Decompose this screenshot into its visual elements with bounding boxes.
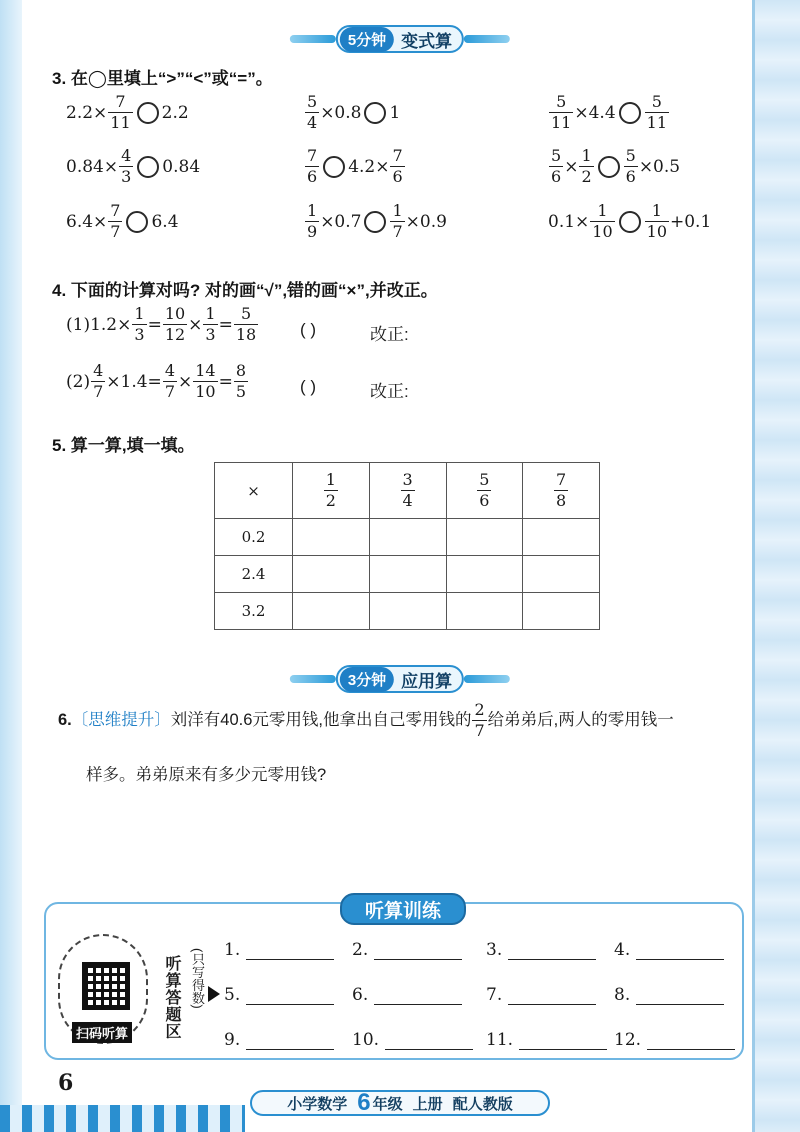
fraction-numerator: 1 xyxy=(581,146,592,165)
expr-text: ×1.4= xyxy=(106,371,162,392)
table-row-header: 3.2 xyxy=(215,593,293,630)
q4-expression xyxy=(66,306,259,343)
fraction xyxy=(305,148,319,185)
q6-text-line2: 样多。弟弟原来有多少元零用钱? xyxy=(86,766,327,784)
table-col-header xyxy=(369,463,446,519)
answer-number: 9. xyxy=(224,1030,241,1050)
answer-number: 10. xyxy=(352,1030,380,1050)
badge-minutes: 3分钟 xyxy=(340,667,394,692)
fraction xyxy=(132,306,146,343)
answer-slot xyxy=(224,985,334,1005)
fraction xyxy=(549,94,573,131)
fraction xyxy=(119,148,133,185)
badge-title: 应用算 xyxy=(401,671,453,691)
table-answer-cell[interactable] xyxy=(293,556,370,593)
answer-blank[interactable] xyxy=(246,989,334,1005)
fraction-denominator: 6 xyxy=(551,167,562,186)
q3-expression xyxy=(304,203,447,240)
fraction-denominator: 7 xyxy=(392,222,403,241)
fraction-numerator: 10 xyxy=(164,304,186,323)
fraction-numerator: 5 xyxy=(625,146,636,165)
q3-expression xyxy=(548,94,670,131)
expr-text: (1)1.2× xyxy=(66,314,132,335)
compare-circle[interactable] xyxy=(598,156,620,178)
q6-text-after: 给弟弟后,两人的零用钱一 xyxy=(487,711,674,730)
q4-title: 4. 下面的计算对吗? 对的画“√”,错的画“×”,并改正。 xyxy=(52,281,438,300)
answer-slot xyxy=(486,940,596,960)
table-answer-cell[interactable] xyxy=(523,556,600,593)
expr-text: 0.84× xyxy=(66,156,119,177)
answer-number: 5. xyxy=(224,985,241,1005)
q3-expression xyxy=(304,148,406,185)
fraction-numerator: 5 xyxy=(479,470,490,489)
table-corner-cell: × xyxy=(215,463,293,519)
fraction-denominator: 10 xyxy=(195,382,216,401)
answer-blank[interactable] xyxy=(374,944,462,960)
fraction-denominator: 6 xyxy=(307,167,318,186)
fraction-denominator: 5 xyxy=(235,382,247,401)
table-col-header xyxy=(293,463,370,519)
fraction-denominator: 2 xyxy=(325,491,336,510)
expr-text: ×4.4 xyxy=(574,102,616,123)
fraction xyxy=(163,306,187,343)
table-col-header xyxy=(523,463,600,519)
fraction-numerator: 1 xyxy=(205,304,216,323)
table-row xyxy=(215,556,600,593)
expr-text: +0.1 xyxy=(670,211,712,232)
footer-volume: 上册 xyxy=(412,1095,443,1113)
fraction xyxy=(91,363,105,400)
fraction xyxy=(305,203,319,240)
compare-circle[interactable] xyxy=(619,102,641,124)
compare-circle[interactable] xyxy=(126,211,148,233)
table-answer-cell[interactable] xyxy=(293,593,370,630)
fraction-denominator: 2 xyxy=(581,167,592,186)
answer-number: 3. xyxy=(486,940,503,960)
fraction-denominator: 7 xyxy=(110,222,121,241)
fraction xyxy=(554,472,568,509)
fraction-denominator: 6 xyxy=(392,167,403,186)
fraction-denominator: 3 xyxy=(134,325,145,344)
answer-number: 7. xyxy=(486,985,503,1005)
answer-slot xyxy=(224,1030,334,1050)
expr-text: ×0.8 xyxy=(320,102,362,123)
listening-title: 听算训练 xyxy=(340,893,466,925)
badge-pill xyxy=(336,665,464,693)
expr-text: 2.2× xyxy=(66,102,108,123)
q4-correction-label: 改正: xyxy=(370,325,409,344)
expr-text: 2.2 xyxy=(161,102,189,123)
table-answer-cell[interactable] xyxy=(446,556,523,593)
table-col-header xyxy=(446,463,523,519)
fraction xyxy=(108,94,132,131)
answer-blank[interactable] xyxy=(636,989,724,1005)
fraction-denominator: 8 xyxy=(556,491,567,510)
q6-problem xyxy=(58,702,748,739)
fraction xyxy=(401,472,415,509)
answer-slot xyxy=(486,985,596,1005)
fraction xyxy=(305,94,319,131)
answer-blank[interactable] xyxy=(508,944,596,960)
expr-text: 0.84 xyxy=(162,156,201,177)
fraction-numerator: 4 xyxy=(121,146,132,165)
fraction xyxy=(163,363,177,400)
badge-pill xyxy=(336,25,464,53)
expr-text: 6.4× xyxy=(66,211,108,232)
fraction-numerator: 7 xyxy=(392,146,403,165)
play-arrow-icon xyxy=(208,986,220,1002)
answer-blank[interactable] xyxy=(246,944,334,960)
fraction-denominator: 7 xyxy=(474,721,485,740)
q4-answer-paren[interactable]: ( ) xyxy=(300,320,317,339)
compare-circle[interactable] xyxy=(619,211,641,233)
fraction-denominator: 11 xyxy=(646,113,667,132)
answer-slot xyxy=(614,985,724,1005)
q3-expression xyxy=(66,148,200,185)
q4-answer-paren[interactable]: ( ) xyxy=(300,377,317,396)
q5-table xyxy=(214,462,600,630)
fraction-denominator: 18 xyxy=(235,325,257,344)
section-badge-variant xyxy=(290,24,510,54)
fraction-numerator: 14 xyxy=(195,361,216,380)
answer-slot xyxy=(614,940,724,960)
answer-number: 8. xyxy=(614,985,631,1005)
fraction-numerator: 1 xyxy=(134,304,145,323)
fraction-numerator: 5 xyxy=(651,92,662,111)
page-number: 6 xyxy=(58,1070,74,1096)
q4-expression xyxy=(66,363,249,400)
fraction xyxy=(390,148,404,185)
answer-number: 12. xyxy=(614,1030,642,1050)
table-answer-cell[interactable] xyxy=(369,593,446,630)
q5-title: 5. 算一算,填一填。 xyxy=(52,436,195,455)
answer-area-note: (只写得数) xyxy=(190,948,205,1009)
answer-blank[interactable] xyxy=(385,1034,473,1050)
badge-decor-right xyxy=(464,675,510,683)
expr-text: × xyxy=(188,314,203,335)
table-answer-cell[interactable] xyxy=(369,556,446,593)
compare-circle[interactable] xyxy=(137,102,159,124)
q6-text-before: 刘洋有40.6元零用钱,他拿出自己零用钱的 xyxy=(170,711,472,730)
expr-text: × xyxy=(564,156,579,177)
expr-text: 4.2× xyxy=(348,156,390,177)
footer-grade-number: 6 xyxy=(357,1089,371,1116)
table-header-row xyxy=(215,463,600,519)
table-row-header: 0.2 xyxy=(215,519,293,556)
answer-number: 1. xyxy=(224,940,241,960)
badge-decor-right xyxy=(464,35,510,43)
q3-expression xyxy=(304,94,400,131)
fraction xyxy=(477,472,491,509)
q3-expression xyxy=(66,94,189,131)
fraction-numerator: 7 xyxy=(115,92,126,111)
answer-slot xyxy=(352,985,462,1005)
answer-slot xyxy=(352,940,462,960)
fraction-denominator: 7 xyxy=(93,382,104,401)
answer-blank[interactable] xyxy=(374,989,462,1005)
fraction-numerator: 1 xyxy=(325,470,336,489)
answer-slot xyxy=(614,1030,735,1050)
answer-area-label: 听算答题区 xyxy=(163,955,180,1040)
fraction xyxy=(645,94,669,131)
fraction-denominator: 3 xyxy=(121,167,132,186)
fraction-numerator: 5 xyxy=(556,92,567,111)
fraction-numerator: 5 xyxy=(551,146,562,165)
fraction xyxy=(234,306,258,343)
fraction-denominator: 6 xyxy=(625,167,636,186)
fraction-numerator: 3 xyxy=(402,470,413,489)
fraction-numerator: 2 xyxy=(474,700,485,719)
fraction-numerator: 5 xyxy=(307,92,318,111)
table-answer-cell[interactable] xyxy=(369,519,446,556)
expr-text: ×0.7 xyxy=(320,211,362,232)
badge-minutes: 5分钟 xyxy=(340,27,394,52)
compare-circle[interactable] xyxy=(137,156,159,178)
compare-circle[interactable] xyxy=(364,102,386,124)
answer-blank[interactable] xyxy=(508,989,596,1005)
answer-blank[interactable] xyxy=(636,944,724,960)
fraction-numerator: 4 xyxy=(164,361,175,380)
fraction-numerator: 4 xyxy=(93,361,104,380)
fraction-denominator: 11 xyxy=(110,113,131,132)
expr-text: = xyxy=(218,314,233,335)
footer-stripes xyxy=(0,1105,245,1132)
table-answer-cell[interactable] xyxy=(523,593,600,630)
q3-title: 3. 在◯里填上“>”“<”或“=”。 xyxy=(52,69,273,88)
expr-text: 0.1× xyxy=(548,211,590,232)
expr-text: = xyxy=(147,314,162,335)
fraction xyxy=(390,203,404,240)
expr-text: ×0.9 xyxy=(405,211,447,232)
fraction-numerator: 1 xyxy=(392,201,403,220)
page-edge-right xyxy=(752,0,800,1132)
page-edge-left xyxy=(0,0,22,1132)
fraction-denominator: 12 xyxy=(164,325,186,344)
fraction xyxy=(324,472,338,509)
answer-slot xyxy=(486,1030,607,1050)
fraction xyxy=(590,203,614,240)
q6-tag: 〔思维提升〕 xyxy=(71,711,171,730)
footer-edition: 配人教版 xyxy=(452,1095,513,1113)
compare-circle[interactable] xyxy=(364,211,386,233)
fraction xyxy=(549,148,563,185)
badge-title: 变式算 xyxy=(401,31,453,51)
expr-text: = xyxy=(218,371,233,392)
q6-number: 6. xyxy=(58,711,72,730)
expr-text: 6.4 xyxy=(151,211,179,232)
fraction-denominator: 10 xyxy=(646,222,667,241)
expr-text: ×0.5 xyxy=(638,156,681,177)
table-row-header: 2.4 xyxy=(215,556,293,593)
fraction-numerator: 7 xyxy=(110,201,121,220)
fraction-denominator: 3 xyxy=(205,325,216,344)
answer-number: 11. xyxy=(486,1030,514,1050)
fraction-numerator: 5 xyxy=(240,304,252,323)
expr-text: × xyxy=(178,371,193,392)
compare-circle[interactable] xyxy=(323,156,345,178)
fraction-numerator: 7 xyxy=(307,146,318,165)
answer-slot xyxy=(352,1030,473,1050)
fraction xyxy=(645,203,669,240)
qr-code-icon[interactable] xyxy=(82,962,130,1010)
table-row xyxy=(215,519,600,556)
answer-number: 4. xyxy=(614,940,631,960)
table-answer-cell[interactable] xyxy=(446,593,523,630)
fraction-numerator: 1 xyxy=(307,201,318,220)
fraction-denominator: 11 xyxy=(551,113,572,132)
answer-slot xyxy=(224,940,334,960)
table-answer-cell[interactable] xyxy=(293,519,370,556)
fraction-denominator: 4 xyxy=(402,491,413,510)
fraction-denominator: 9 xyxy=(307,222,318,241)
q3-expression xyxy=(548,203,711,240)
fraction-numerator: 1 xyxy=(597,201,608,220)
answer-number: 2. xyxy=(352,940,369,960)
fraction xyxy=(624,148,638,185)
table-row xyxy=(215,593,600,630)
expr-text: 1 xyxy=(389,102,401,123)
fraction xyxy=(108,203,122,240)
fraction-denominator: 6 xyxy=(479,491,490,510)
fraction-numerator: 1 xyxy=(651,201,662,220)
table-answer-cell[interactable] xyxy=(523,519,600,556)
expr-text: (2) xyxy=(66,371,91,392)
answer-blank[interactable] xyxy=(246,1034,334,1050)
footer-grade: 年级 xyxy=(372,1095,403,1113)
q3-expression xyxy=(66,203,179,240)
q6-fraction xyxy=(472,702,486,739)
section-badge-apply xyxy=(290,664,510,694)
fraction-denominator: 7 xyxy=(164,382,175,401)
badge-decor-left xyxy=(290,675,336,683)
table-answer-cell[interactable] xyxy=(446,519,523,556)
badge-decor-left xyxy=(290,35,336,43)
q4-correction-label: 改正: xyxy=(370,382,409,401)
fraction-denominator: 4 xyxy=(307,113,318,132)
fraction-numerator: 8 xyxy=(235,361,247,380)
answer-blank[interactable] xyxy=(519,1034,607,1050)
fraction xyxy=(193,363,217,400)
answer-number: 6. xyxy=(352,985,369,1005)
fraction xyxy=(234,363,248,400)
scan-label: 扫码听算 xyxy=(72,1022,132,1043)
footer-bar xyxy=(250,1090,550,1116)
fraction xyxy=(579,148,593,185)
fraction-denominator: 10 xyxy=(592,222,613,241)
answer-blank[interactable] xyxy=(647,1034,735,1050)
footer-subject: 小学数学 xyxy=(287,1095,348,1113)
fraction-numerator: 7 xyxy=(556,470,567,489)
q3-expression xyxy=(548,148,680,185)
fraction xyxy=(203,306,217,343)
